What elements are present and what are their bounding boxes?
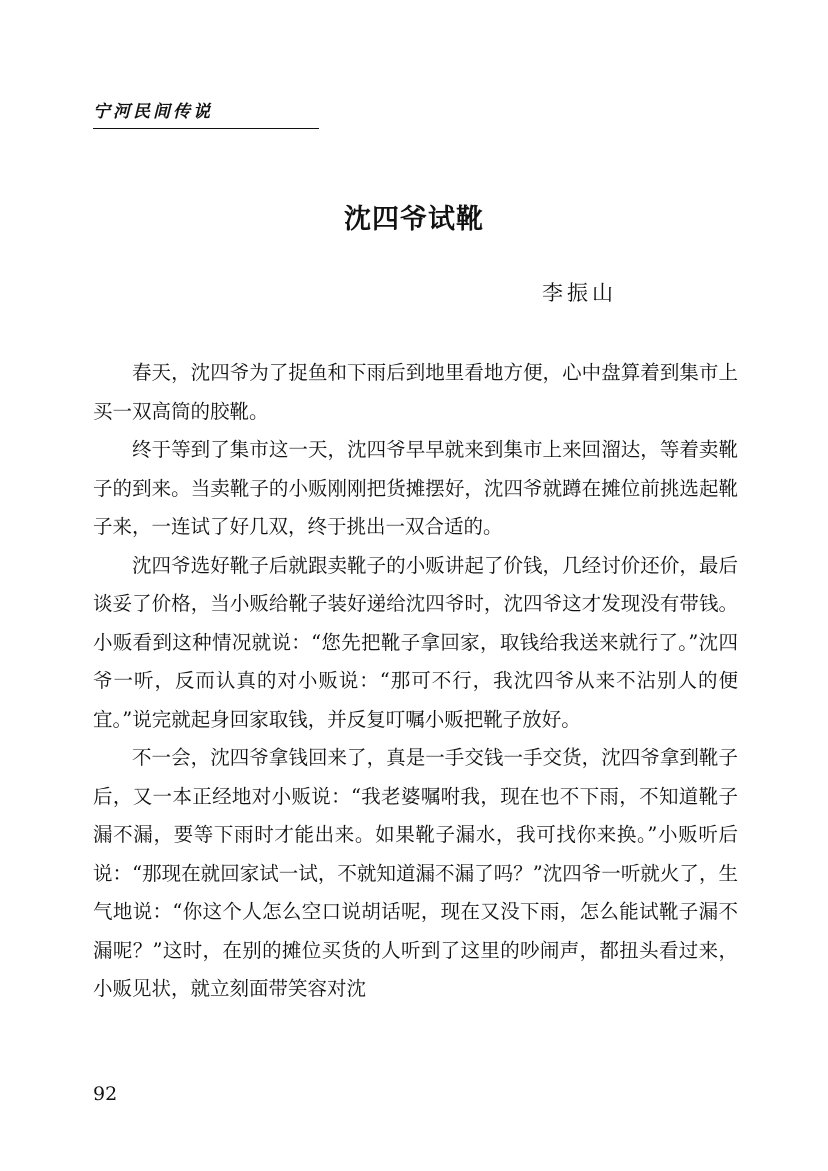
article-author: 李振山 — [542, 281, 617, 305]
running-header — [93, 100, 319, 129]
article-body — [93, 354, 738, 1009]
page-number: 92 — [93, 1083, 118, 1105]
running-header-title: 宁河民间传说 — [93, 102, 213, 122]
paragraph-3: 沈四爷选好靴子后就跟卖靴子的小贩讲起了价钱，几经讨价还价，最后谈妥了价格，当小贩给靴子装好递给沈四爷时，沈四爷这才发现没有带钱。小贩看到这种情况就说：“您先把靴子拿回家，取钱给我送来就行了。”沈四爷一听，反而认真的对小贩说：“那可不行，我沈四爷从来不沾别人的便宜。”说完就起身回家取钱，并反复叮嘱小贩把靴子放好。 — [93, 553, 738, 731]
paragraph-2: 终于等到了集市这一天，沈四爷早早就来到集市上来回溜达，等着卖靴子的到来。当卖靴子的小贩刚刚把货摊摆好，沈四爷就蹲在摊位前挑选起靴子来，一连试了好几双，终于挑出一双合适的。 — [93, 438, 738, 538]
paragraph-1: 春天，沈四爷为了捉鱼和下雨后到地里看地方便，心中盘算着到集市上买一双高筒的胶靴。 — [93, 361, 738, 423]
paragraph-4: 不一会，沈四爷拿钱回来了，真是一手交钱一手交货，沈四爷拿到靴子后，又一本正经地对小贩说：“我老婆嘱咐我，现在也不下雨，不知道靴子漏不漏，要等下雨时才能出来。如果靴子漏水，我可找你来换。”小贩听后说：“那现在就回家试一试，不就知道漏不漏了吗？”沈四爷一听就火了，生气地说：“你这个人怎么空口说胡话呢，现在又没下雨，怎么能试靴子漏不漏呢？”这时，在别的摊位买货的人听到了这里的吵闹声，都扭头看过来，小贩见状，就立刻面带笑容对沈 — [93, 746, 738, 1000]
article-title: 沈四爷试靴 — [344, 204, 484, 235]
